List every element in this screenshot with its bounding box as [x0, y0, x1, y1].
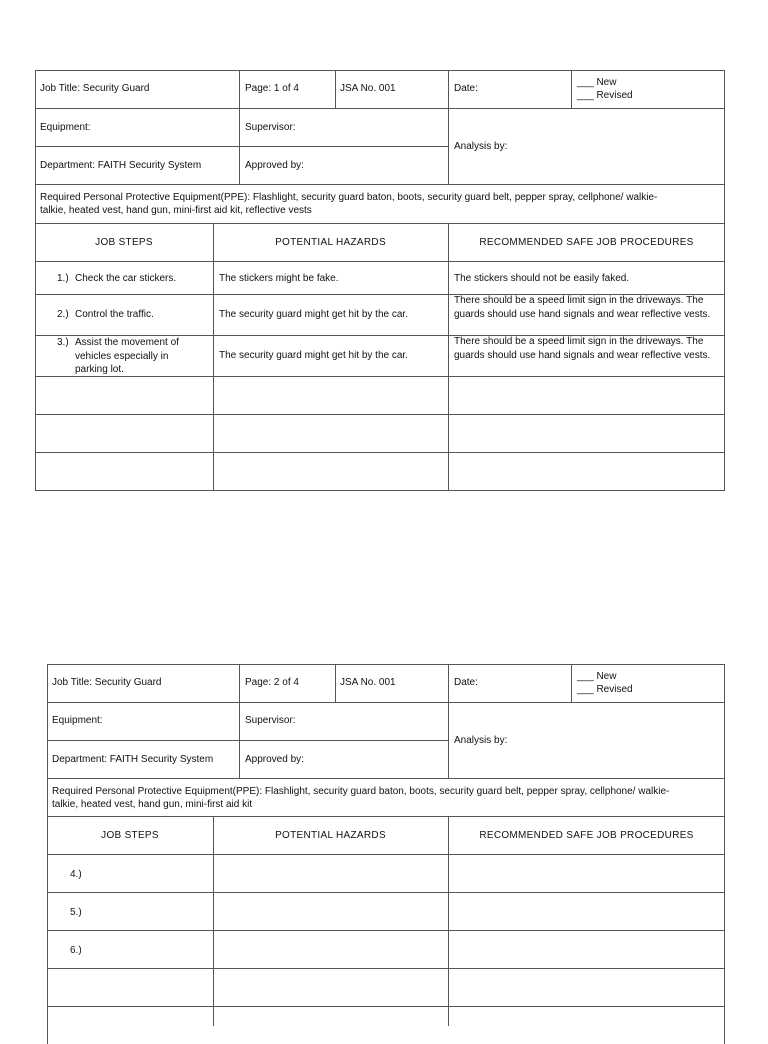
supervisor-field[interactable]: Supervisor: [245, 122, 296, 133]
form-rule [239, 70, 240, 185]
form-rule [47, 892, 725, 893]
ppe-requirements-cont: talkie, heated vest, hand gun, mini-first aid kit [52, 799, 253, 810]
ppe-requirements-cont: talkie, heated vest, hand gun, mini-first aid kit, reflective vests [40, 205, 312, 216]
form-rule [35, 146, 449, 147]
form-rule [47, 778, 725, 779]
form-rule [448, 70, 449, 185]
step-number: 6.) [70, 945, 82, 956]
form-rule [47, 740, 449, 741]
form-rule [213, 816, 214, 1026]
form-rule [571, 70, 572, 109]
equipment-field[interactable]: Equipment: [40, 122, 91, 133]
form-rule [35, 223, 725, 224]
status-revised[interactable]: ___ Revised [577, 90, 633, 101]
form-rule [239, 664, 240, 779]
form-rule [448, 816, 449, 1026]
approved-by-field[interactable]: Approved by: [245, 160, 304, 171]
form-rule [448, 223, 449, 491]
col-header-steps: JOB STEPS [101, 830, 159, 841]
approved-by-field[interactable]: Approved by: [245, 754, 304, 765]
department: Department: FAITH Security System [52, 754, 214, 765]
form-rule [35, 108, 725, 109]
potential-hazard: The stickers might be fake. [219, 273, 339, 284]
date-field[interactable]: Date: [454, 677, 478, 688]
jsa-number: JSA No. 001 [340, 677, 396, 688]
step-number: 3.) [57, 337, 69, 348]
form-rule [335, 70, 336, 109]
step-number: 4.) [70, 869, 82, 880]
job-step: Assist the movement of vehicles especially in parking lot. [75, 337, 179, 375]
safe-procedure: There should be a speed limit sign in the driveways. The guards should use hand signals and wear reflective vests. [454, 295, 711, 320]
form-rule [35, 414, 725, 415]
step-number: 1.) [57, 273, 69, 284]
ppe-requirements: Required Personal Protective Equipment(PPE): Flashlight, security guard baton, boots, security guard belt, pepper spray, cellphone/ walkie- [40, 192, 658, 203]
form-rule [335, 664, 336, 703]
analysis-by-field[interactable]: Analysis by: [454, 141, 508, 152]
safe-procedure: The stickers should not be easily faked. [454, 273, 630, 284]
job-title: Job Title: Security Guard [52, 677, 162, 688]
col-header-procedures: RECOMMENDED SAFE JOB PROCEDURES [479, 237, 694, 248]
form-rule [35, 184, 725, 185]
job-title: Job Title: Security Guard [40, 83, 150, 94]
ppe-requirements: Required Personal Protective Equipment(PPE): Flashlight, security guard baton, boots, security guard belt, pepper spray, cellphone/ walkie- [52, 786, 670, 797]
status-revised[interactable]: ___ Revised [577, 684, 633, 695]
form-rule [47, 854, 725, 855]
form-rule [47, 930, 725, 931]
potential-hazard: The security guard might get hit by the car. [219, 350, 408, 361]
analysis-by-field[interactable]: Analysis by: [454, 735, 508, 746]
date-field[interactable]: Date: [454, 83, 478, 94]
col-header-procedures: RECOMMENDED SAFE JOB PROCEDURES [479, 830, 694, 841]
page-number: Page: 2 of 4 [245, 677, 299, 688]
form-rule [47, 1006, 725, 1007]
col-header-hazards: POTENTIAL HAZARDS [275, 830, 386, 841]
page-number: Page: 1 of 4 [245, 83, 299, 94]
form-rule [47, 702, 725, 703]
form-rule [213, 223, 214, 491]
col-header-hazards: POTENTIAL HAZARDS [275, 237, 386, 248]
form-rule [47, 816, 725, 817]
job-step: Control the traffic. [75, 309, 154, 320]
form-rule [571, 664, 572, 703]
status-new[interactable]: ___ New [577, 77, 617, 88]
potential-hazard: The security guard might get hit by the car. [219, 309, 408, 320]
job-step: Check the car stickers. [75, 273, 177, 284]
safe-procedure: There should be a speed limit sign in the driveways. The guards should use hand signals and wear reflective vests. [454, 336, 711, 361]
form-rule [35, 452, 725, 453]
jsa-number: JSA No. 001 [340, 83, 396, 94]
form-rule [35, 261, 725, 262]
form-rule [448, 664, 449, 779]
form-rule [47, 968, 725, 969]
supervisor-field[interactable]: Supervisor: [245, 715, 296, 726]
equipment-field[interactable]: Equipment: [52, 715, 103, 726]
status-new[interactable]: ___ New [577, 671, 617, 682]
col-header-steps: JOB STEPS [95, 237, 153, 248]
department: Department: FAITH Security System [40, 160, 202, 171]
step-number: 5.) [70, 907, 82, 918]
step-number: 2.) [57, 309, 69, 320]
